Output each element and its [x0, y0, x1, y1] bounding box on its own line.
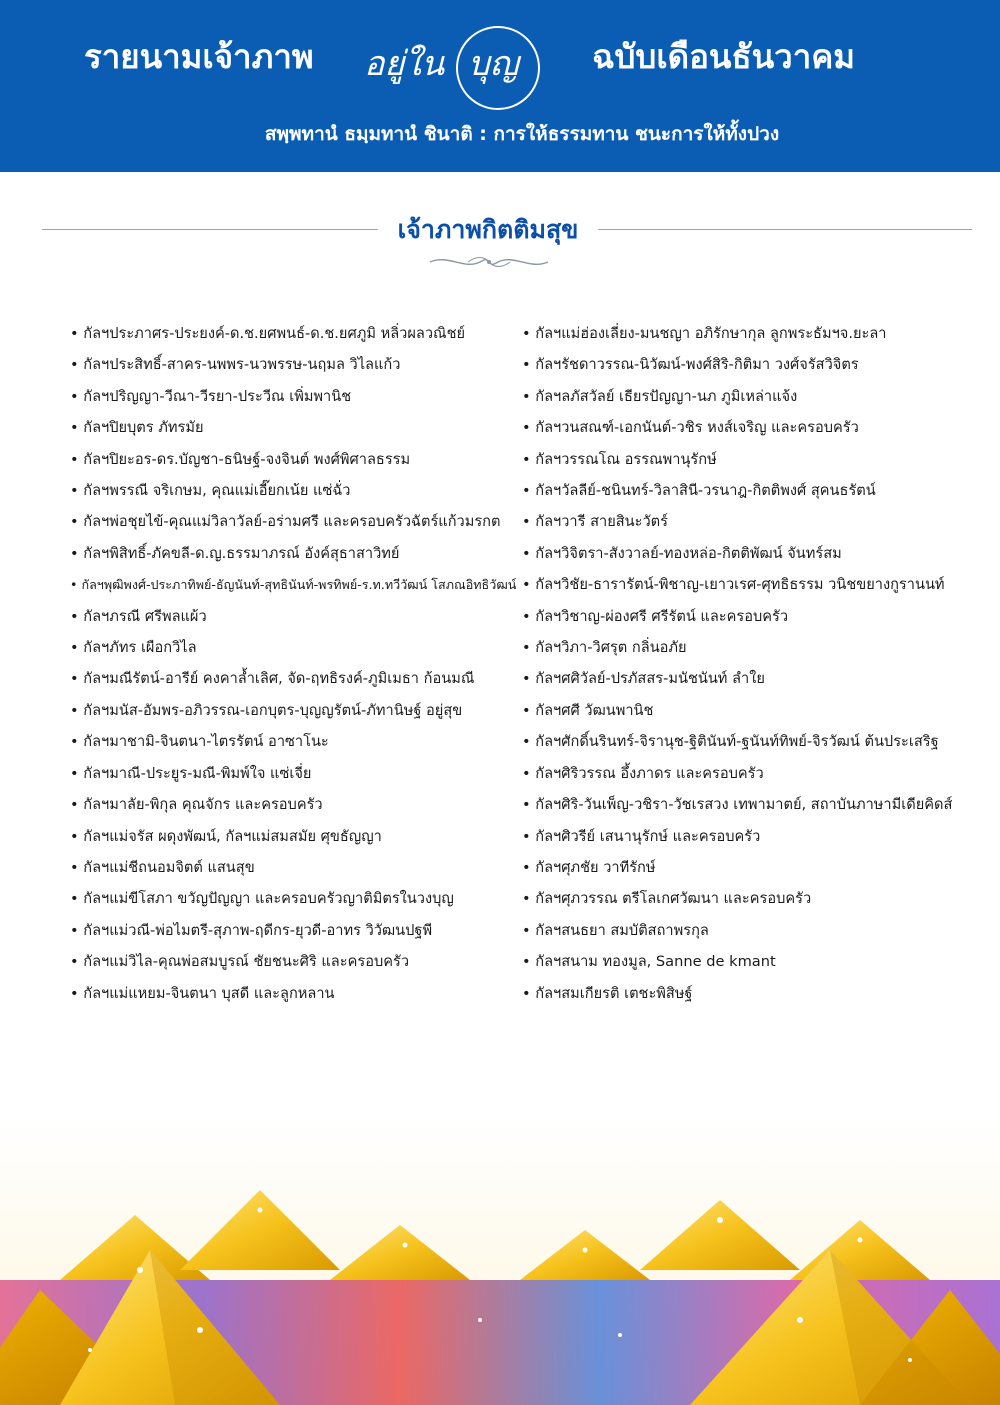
ornament-flourish [428, 252, 550, 272]
sponsor-right-item: • กัลฯศุภวรรณ ตรีโลเกศวัฒนา และครอบครัว [522, 883, 982, 914]
sponsor-left-item: • กัลฯแม่ชีถนอมจิตต์ แสนสุข [70, 852, 520, 883]
sponsor-left-item: • กัลฯมาณี-ประยูร-มณี-พิมพ์ใจ แซ่เจี่ย [70, 758, 520, 789]
header-subtitle: สพฺพทานํ ธมฺมทานํ ชินาติ : การให้ธรรมทาน ชนะการให้ทั้งปวง [264, 123, 780, 145]
section-title: เจ้าภาพกิตติมสุข [397, 215, 579, 244]
sponsor-right-item: • กัลฯศศี วัฒนพานิช [522, 695, 982, 726]
sponsor-right-item: • กัลฯสนาม ทองมูล, Sanne de kmant [522, 946, 982, 977]
sponsor-left-item: • กัลฯแม่ขีโสภา ขวัญปัญญา และครอบครัวญาติมิตรในวงบุญ [70, 883, 520, 914]
sponsor-right-item: • กัลฯศิริ-วันเพ็ญ-วชิรา-วัชเรสวง เทพามาตย์, สถาบันภาษามีเดียคิดส์ [522, 789, 982, 820]
logo-text-second: บุญ [468, 44, 519, 84]
sponsor-left-item: • กัลฯภัทร เผือกวิไล [70, 632, 520, 663]
issue-title: ฉบับเดือนธันวาคม [592, 37, 856, 76]
sponsor-right-item: • กัลฯศิวรีย์ เสนานุรักษ์ และครอบครัว [522, 821, 982, 852]
sponsor-left-item: • กัลฯมนัส-อัมพร-อภิวรรณ-เอกบุตร-บุญญรัตน์-ภัทานิษฐ์ อยู่สุข [70, 695, 520, 726]
sponsor-left-item: • กัลฯแม่จรัส ผดุงพัฒน์, กัลฯแม่สมสมัย ศุขธัญญา [70, 821, 520, 852]
page-title: รายนามเจ้าภาพ [84, 37, 314, 76]
section-divider-left [42, 229, 378, 230]
sponsor-list-left [70, 318, 520, 1009]
sponsor-right-item: • กัลฯสนธยา สมบัติสถาพรกุล [522, 915, 982, 946]
sponsor-left-item: • กัลฯพิสิทธิ์-ภัคขลี-ด.ญ.ธรรมาภรณ์ อังค์สุธาสาวิทย์ [70, 538, 520, 569]
sponsor-left-item: • กัลฯปิยะอร-ดร.บัญชา-ธนิษฐ์-จงจินต์ พงศ์พิศาลธรรม [70, 444, 520, 475]
sponsor-right-item: • กัลฯแม่ฮ่องเลี่ยง-มนชญา อภิรักษากุล ลูกพระธัมฯจ.ยะลา [522, 318, 982, 349]
sponsor-right-item: • กัลฯสมเกียรติ เตชะพิสิษฐ์ [522, 978, 982, 1009]
sponsor-left-item: • กัลฯปริญญา-วีณา-วีรยา-ประวีณ เพิ่มพานิช [70, 381, 520, 412]
sponsor-right-item: • กัลฯรัชดาวรรณ-นิวัฒน์-พงศ์สิริ-กิติมา วงศ์จรัสวิจิตร [522, 349, 982, 380]
sponsor-right-item: • กัลฯศุภชัย วาทีรักษ์ [522, 852, 982, 883]
sponsor-right-item: • กัลฯวิชาญ-ผ่องศรี ศรีรัตน์ และครอบครัว [522, 601, 982, 632]
section-divider-right [598, 229, 972, 230]
sponsor-right-item: • กัลฯวรรณโณ อรรณพานุรักษ์ [522, 444, 982, 475]
sponsor-left-item: • กัลฯแม่วณี-พ่อไมตรี-สุภาพ-ฤดีกร-ยุวดี-อาทร วิวัฒนปฐพี [70, 915, 520, 946]
sponsor-right-item: • กัลฯศศิวัลย์-ปรภัสสร-มนัชนันท์ ลำใย [522, 663, 982, 694]
logo-text-first: อยู่ใน [364, 44, 445, 84]
sponsor-left-item: • กัลฯปิยบุตร ภัทรมัย [70, 412, 520, 443]
sponsor-right-item: • กัลฯวัลลีย์-ชนินทร์-วิลาสินี-วรนาฎ-กิตติพงศ์ สุคนธรัตน์ [522, 475, 982, 506]
sponsor-right-item: • กัลฯวารี สายสินะวัตร์ [522, 506, 982, 537]
sponsor-left-item: • กัลฯมาลัย-พิกุล คุณจักร และครอบครัว [70, 789, 520, 820]
sponsor-right-item: • กัลฯวนสณฑ์-เอกนันต์-วชิร หงส์เจริญ และครอบครัว [522, 412, 982, 443]
sponsor-left-item: • กัลฯมาชามิ-จินตนา-ไตรรัตน์ อาซาโนะ [70, 726, 520, 757]
sponsor-left-item: • กัลฯแม่วิไล-คุณพ่อสมบูรณ์ ชัยชนะศิริ และครอบครัว [70, 946, 520, 977]
sponsor-right-item: • กัลฯวิชัย-ธารารัตน์-พิชาญ-เยาวเรศ-ศุทธิธรรม วนิชขยางกูรานนท์ [522, 569, 982, 600]
magazine-logo [360, 22, 560, 118]
header-banner [0, 0, 1000, 172]
sponsor-left-item: • กัลฯมณีรัตน์-อารีย์ คงคาล้ำเลิศ, จัด-ฤทธิรงค์-ภูมิเมธา ก้อนมณี [70, 663, 520, 694]
sponsor-right-item: • กัลฯวิจิตรา-สังวาลย์-ทองหล่อ-กิตติพัฒน์ จันทร์สม [522, 538, 982, 569]
sponsor-list-right [522, 318, 982, 1009]
sponsor-left-item: • กัลฯประภาศร-ประยงค์-ด.ช.ยศพนธ์-ด.ช.ยศภูมิ หลิ่วผลวณิชย์ [70, 318, 520, 349]
sponsor-right-item: • กัลฯวิภา-วิศรุต กลิ่นอภัย [522, 632, 982, 663]
sponsor-right-item: • กัลฯลภัสวัลย์ เธียรปัญญา-นภ ภูมิเหล่าแจ้ง [522, 381, 982, 412]
sponsor-right-item: • กัลฯศิริวรรณ อึ้งภาดร และครอบครัว [522, 758, 982, 789]
sponsor-left-item: • กัลฯภรณี ศรีพลแผ้ว [70, 601, 520, 632]
sponsor-left-item: • กัลฯประสิทธิ์-สาคร-นพพร-นวพรรษ-นฤมล วิไลแก้ว [70, 349, 520, 380]
sponsor-left-item: • กัลฯพุฒิพงศ์-ประภาทิพย์-ธัญนันท์-สุทธินันท์-พรทิพย์-ร.ท.ทวีวัฒน์ โสภณอิทธิวัฒน์ [70, 569, 520, 600]
sponsor-left-item: • กัลฯพรรณี จริเกษม, คุณแม่เอี๊ยกเน้ย แซ่ฉั่ว [70, 475, 520, 506]
sponsor-right-item: • กัลฯศักดิ์นรินทร์-จิรานุช-ฐิตินันท์-ฐนันท์ทิพย์-จิรวัฒน์ ต้นประเสริฐ [522, 726, 982, 757]
sponsor-left-item: • กัลฯแม่แหยม-จินตนา บุสดี และลูกหลาน [70, 978, 520, 1009]
pagoda-scene-illustration [0, 1120, 1000, 1405]
sponsor-left-item: • กัลฯพ่อชุยไข้-คุณแม่วิลาวัลย์-อร่ามศรี และครอบครัวฉัตร์แก้วมรกต [70, 506, 520, 537]
